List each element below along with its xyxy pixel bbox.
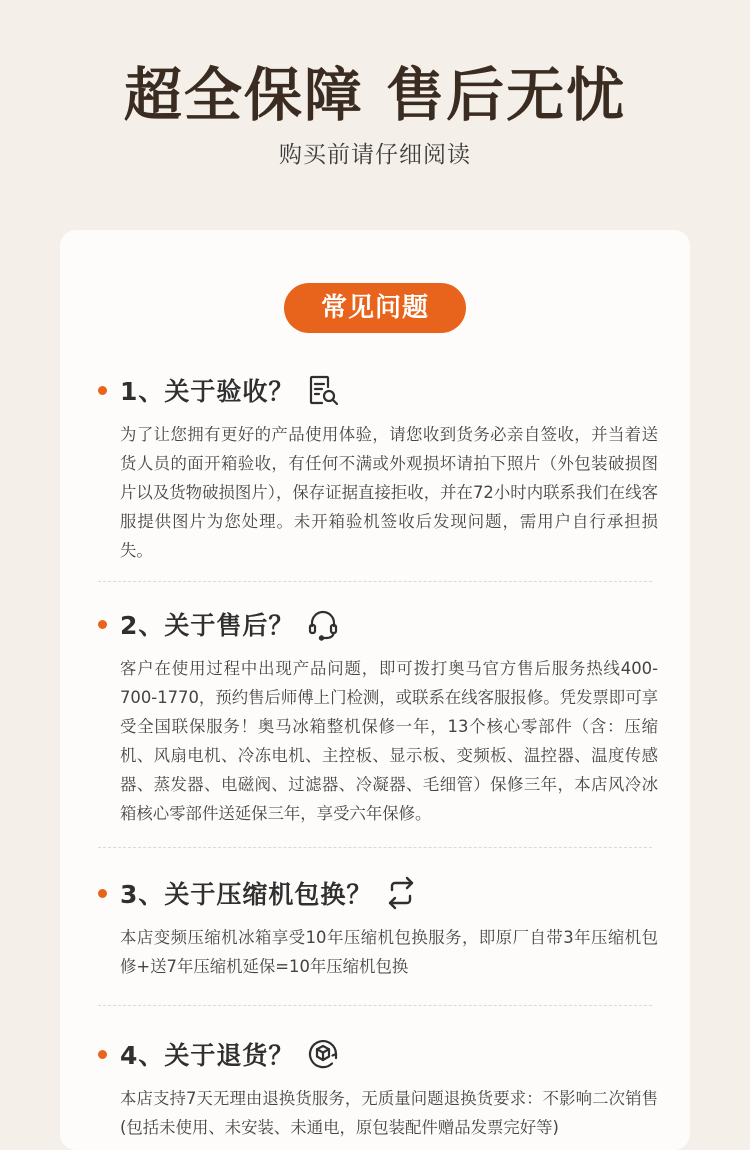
faq-title: 4、关于退货？ xyxy=(120,1041,295,1070)
bullet-dot xyxy=(98,889,107,898)
faq-card xyxy=(60,230,690,1150)
divider xyxy=(98,847,652,848)
exchange-icon xyxy=(384,876,418,910)
divider xyxy=(98,1005,652,1006)
bullet-dot xyxy=(98,386,107,395)
faq-title: 3、关于压缩机包换？ xyxy=(120,880,373,909)
faq-item-after-sales xyxy=(98,604,658,828)
faq-item-compressor xyxy=(98,873,658,981)
document-search-icon xyxy=(306,373,340,407)
page-title: 超全保障 售后无忧 xyxy=(123,61,627,129)
faq-answer: 本店变频压缩机冰箱享受10年压缩机包换服务，即原厂自带3年压缩机包修+送7年压缩机延保=10年压缩机包换 xyxy=(120,928,658,976)
divider xyxy=(98,581,652,582)
faq-answer: 本店支持7天无理由退换货服务，无质量问题退换货要求：不影响二次销售(包括未使用、未安装、未通电，原包装配件赠品发票完好等) xyxy=(120,1089,658,1137)
faq-answer: 客户在使用过程中出现产品问题，即可拨打奥马官方售后服务热线400-700-1770，预约售后师傅上门检测，或联系在线客服报修。凭发票即可享受全国联保服务！奥马冰箱整机保修一年，13个核心零部件（含：压缩机、风扇电机、冷冻电机、主控板、显示板、变频板、温控器、温度传感器、蒸发器、电磁阀、过滤器、冷凝器、毛细管）保修三年，本店风冷冰箱核心零部件送延保三年，享受六年保修。 xyxy=(120,659,658,823)
headset-icon xyxy=(306,607,340,641)
return-box-icon xyxy=(306,1037,340,1071)
bullet-dot xyxy=(98,1050,107,1059)
section-label-pill: 常见问题 xyxy=(284,283,466,333)
faq-title: 1、关于验收？ xyxy=(120,377,295,406)
faq-item-returns xyxy=(98,1034,658,1142)
page-subtitle: 购买前请仔细阅读 xyxy=(279,142,471,168)
faq-title: 2、关于售后？ xyxy=(120,611,295,640)
faq-item-inspection xyxy=(98,370,658,565)
faq-answer: 为了让您拥有更好的产品使用体验，请您收到货务必亲自签收，并当着送货人员的面开箱验收，有任何不满或外观损坏请拍下照片（外包装破损图片以及货物破损图片），保存证据直接拒收，并在72小时内联系我们在线客服提供图片为您处理。未开箱验机签收后发现问题，需用户自行承担损失。 xyxy=(120,425,658,560)
bullet-dot xyxy=(98,620,107,629)
